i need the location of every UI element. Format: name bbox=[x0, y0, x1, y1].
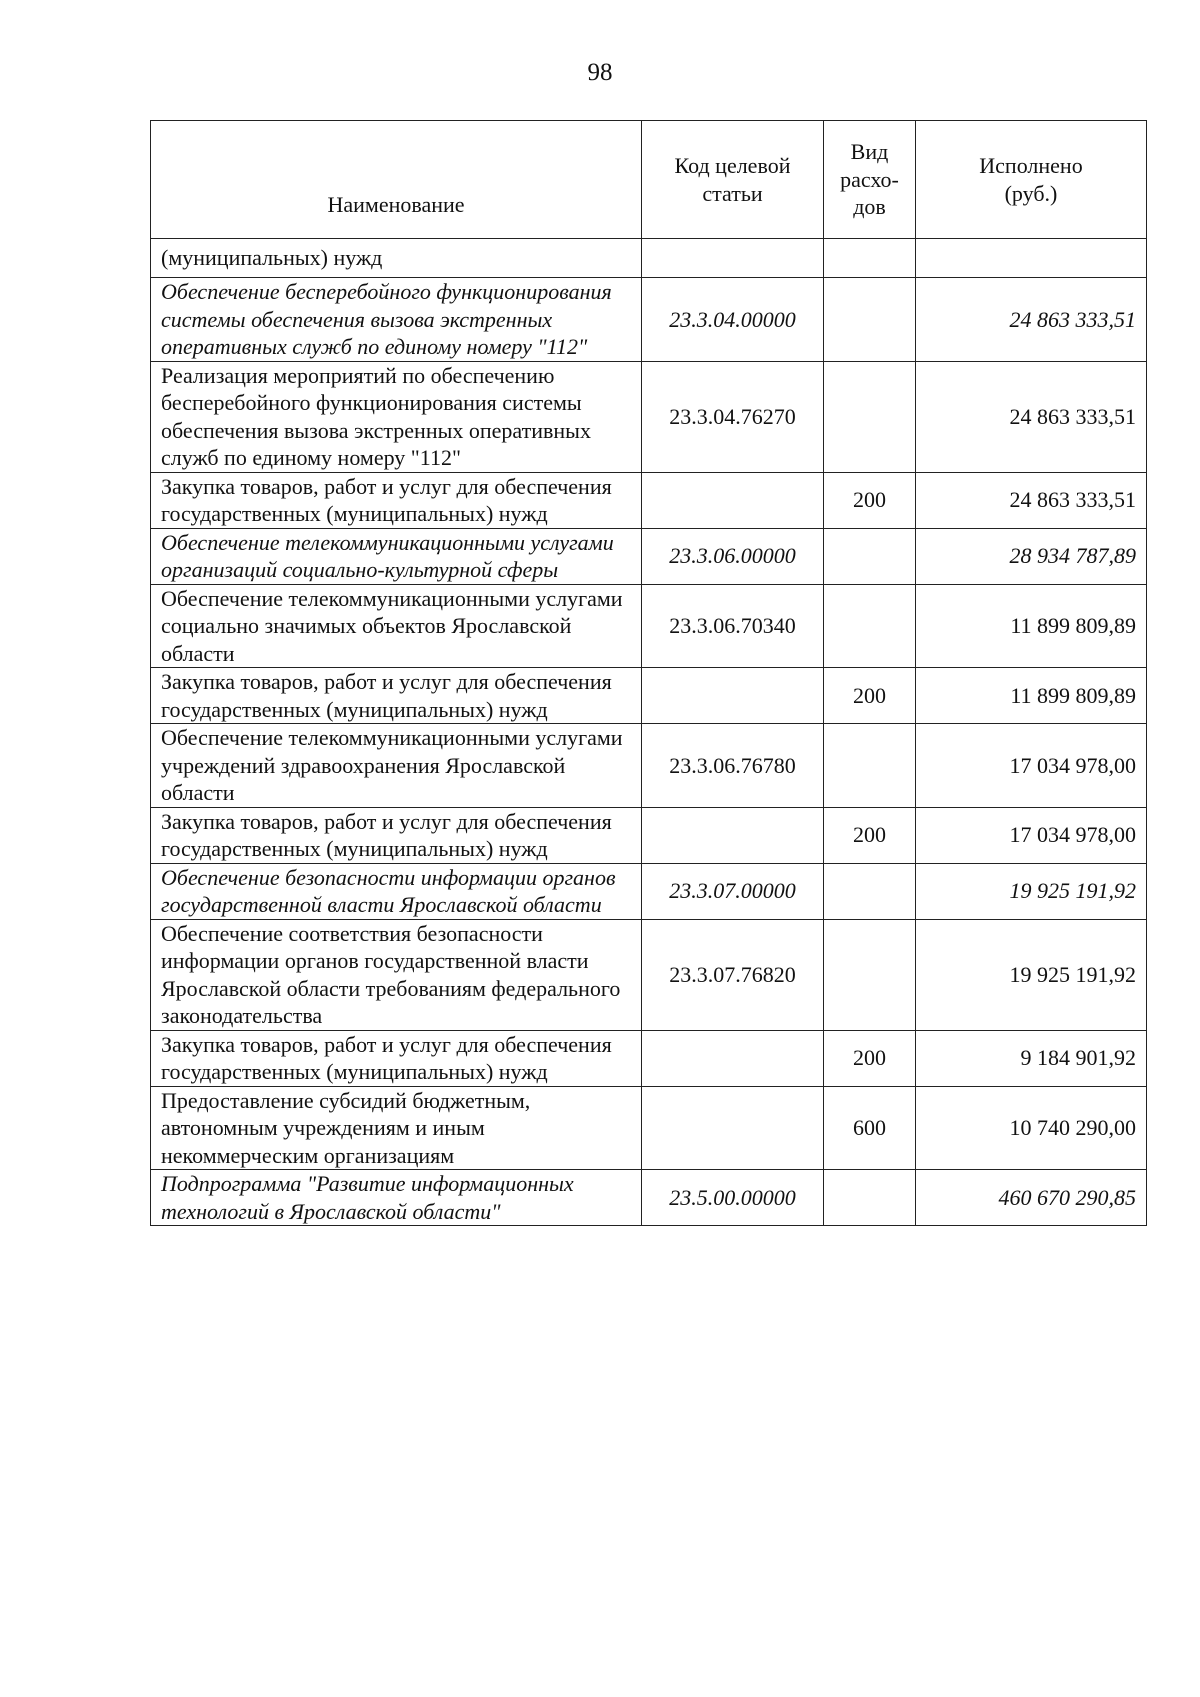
row-code-cell: 23.5.00.00000 bbox=[642, 1170, 824, 1226]
row-sum-cell: 11 899 809,89 bbox=[916, 584, 1147, 668]
row-type-cell bbox=[824, 724, 916, 808]
row-code-cell bbox=[642, 807, 824, 863]
row-sum-cell: 10 740 290,00 bbox=[916, 1086, 1147, 1170]
row-type-cell: 200 bbox=[824, 668, 916, 724]
row-type-cell bbox=[824, 361, 916, 472]
table-row bbox=[151, 1030, 1147, 1086]
budget-table bbox=[150, 120, 1147, 1226]
row-code-cell bbox=[642, 1086, 824, 1170]
row-type-cell bbox=[824, 863, 916, 919]
row-name-cell: Обеспечение бесперебойного функционирования системы обеспечения вызова экстренных оперативных служб по единому номеру "112" bbox=[151, 278, 642, 362]
row-sum-cell: 17 034 978,00 bbox=[916, 807, 1147, 863]
row-code-cell: 23.3.07.00000 bbox=[642, 863, 824, 919]
row-code-cell: 23.3.04.00000 bbox=[642, 278, 824, 362]
table-row bbox=[151, 239, 1147, 278]
row-name-cell: Обеспечение телекоммуникационными услугами социально значимых объектов Ярославской области bbox=[151, 584, 642, 668]
row-type-cell bbox=[824, 278, 916, 362]
table-row bbox=[151, 863, 1147, 919]
row-sum-cell bbox=[916, 239, 1147, 278]
table-row bbox=[151, 472, 1147, 528]
row-code-cell bbox=[642, 668, 824, 724]
row-name-cell: Обеспечение соответствия безопасности информации органов государственной власти Ярославской области требованиям федерального законодательства bbox=[151, 919, 642, 1030]
row-sum-cell: 28 934 787,89 bbox=[916, 528, 1147, 584]
row-name-cell: Реализация мероприятий по обеспечению бесперебойного функционирования системы обеспечения вызова экстренных оперативных служб по единому номеру "112" bbox=[151, 361, 642, 472]
header-sum-label: Исполнено (руб.) bbox=[979, 153, 1083, 206]
table-row bbox=[151, 1086, 1147, 1170]
row-type-cell bbox=[824, 239, 916, 278]
row-type-cell: 200 bbox=[824, 472, 916, 528]
header-name: Наименование bbox=[151, 121, 642, 239]
row-code-cell: 23.3.06.70340 bbox=[642, 584, 824, 668]
row-name-cell: Подпрограмма "Развитие информационных технологий в Ярославской области" bbox=[151, 1170, 642, 1226]
header-type-label: Вид расхо-дов bbox=[840, 139, 899, 220]
header-sum bbox=[916, 121, 1147, 239]
table-row bbox=[151, 361, 1147, 472]
row-sum-cell: 19 925 191,92 bbox=[916, 919, 1147, 1030]
row-type-cell bbox=[824, 584, 916, 668]
header-type bbox=[824, 121, 916, 239]
row-type-cell bbox=[824, 919, 916, 1030]
table-row bbox=[151, 807, 1147, 863]
row-name-cell: Обеспечение телекоммуникационными услугами организаций социально-культурной сферы bbox=[151, 528, 642, 584]
table-row bbox=[151, 528, 1147, 584]
header-code bbox=[642, 121, 824, 239]
row-sum-cell: 460 670 290,85 bbox=[916, 1170, 1147, 1226]
table-header-row bbox=[151, 121, 1147, 239]
row-name-cell: Предоставление субсидий бюджетным, автономным учреждениям и иным некоммерческим организациям bbox=[151, 1086, 642, 1170]
table-row bbox=[151, 1170, 1147, 1226]
row-type-cell bbox=[824, 1170, 916, 1226]
row-name-cell: Обеспечение телекоммуникационными услугами учреждений здравоохранения Ярославской области bbox=[151, 724, 642, 808]
row-sum-cell: 17 034 978,00 bbox=[916, 724, 1147, 808]
row-code-cell bbox=[642, 239, 824, 278]
row-name-cell: Закупка товаров, работ и услуг для обеспечения государственных (муниципальных) нужд bbox=[151, 472, 642, 528]
table-row bbox=[151, 724, 1147, 808]
row-name-cell: Закупка товаров, работ и услуг для обеспечения государственных (муниципальных) нужд bbox=[151, 1030, 642, 1086]
table-body bbox=[151, 239, 1147, 1226]
row-code-cell bbox=[642, 472, 824, 528]
row-code-cell: 23.3.07.76820 bbox=[642, 919, 824, 1030]
row-sum-cell: 24 863 333,51 bbox=[916, 278, 1147, 362]
row-sum-cell: 9 184 901,92 bbox=[916, 1030, 1147, 1086]
row-type-cell: 200 bbox=[824, 1030, 916, 1086]
row-code-cell: 23.3.04.76270 bbox=[642, 361, 824, 472]
row-sum-cell: 24 863 333,51 bbox=[916, 472, 1147, 528]
row-code-cell: 23.3.06.76780 bbox=[642, 724, 824, 808]
table-row bbox=[151, 668, 1147, 724]
row-sum-cell: 19 925 191,92 bbox=[916, 863, 1147, 919]
page-number: 98 bbox=[587, 59, 613, 86]
row-name-cell: Закупка товаров, работ и услуг для обеспечения государственных (муниципальных) нужд bbox=[151, 807, 642, 863]
table-row bbox=[151, 919, 1147, 1030]
row-type-cell: 600 bbox=[824, 1086, 916, 1170]
row-type-cell bbox=[824, 528, 916, 584]
header-code-label: Код целевой статьи bbox=[674, 153, 791, 206]
row-code-cell: 23.3.06.00000 bbox=[642, 528, 824, 584]
row-name-cell: Закупка товаров, работ и услуг для обеспечения государственных (муниципальных) нужд bbox=[151, 668, 642, 724]
row-name-cell: (муниципальных) нужд bbox=[151, 239, 642, 278]
row-type-cell: 200 bbox=[824, 807, 916, 863]
row-code-cell bbox=[642, 1030, 824, 1086]
row-name-cell: Обеспечение безопасности информации органов государственной власти Ярославской области bbox=[151, 863, 642, 919]
row-sum-cell: 24 863 333,51 bbox=[916, 361, 1147, 472]
row-sum-cell: 11 899 809,89 bbox=[916, 668, 1147, 724]
table-row bbox=[151, 584, 1147, 668]
table-row bbox=[151, 278, 1147, 362]
